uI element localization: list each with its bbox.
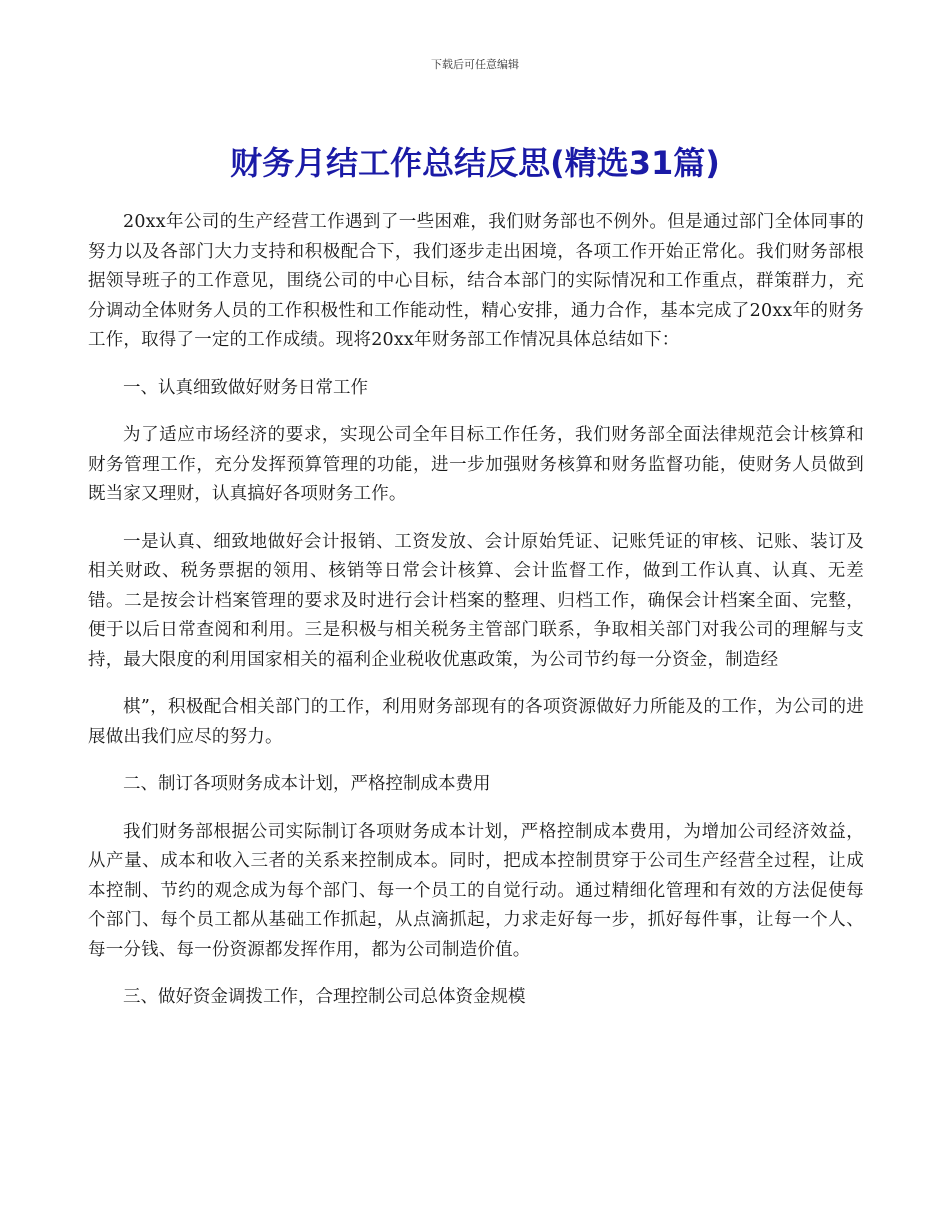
document-body [88, 208, 864, 1031]
paragraph-section-1-continued: 棋”，积极配合相关部门的工作，利用财务部现有的各项资源做好力所能及的工作，为公司的进展做出我们应尽的努力。 [88, 697, 864, 747]
paragraph-section-2: 我们财务部根据公司实际制订各项财务成本计划，严格控制成本费用，为增加公司经济效益，从产量、成本和收入三者的关系来控制成本。同时，把成本控制贯穿于公司生产经营全过程，让成本控制、节约的观念成为每个部门、每一个员工的自觉行动。通过精细化管理和有效的方法促使每个部门、每个员工都从基础工作抓起，从点滴抓起，力求走好每一步，抓好每件事，让每一个人、每一分钱、每一份资源都发挥作用，都为公司制造价值。 [88, 821, 864, 960]
document-title: 财务月结工作总结反思(精选31篇) [230, 144, 720, 182]
paragraph-section-1-details: 一是认真、细致地做好会计报销、工资发放、会计原始凭证、记账凭证的审核、记账、装订及相关财政、税务票据的领用、核销等日常会计核算、会计监督工作，做到工作认真、认真、无差错。二是按会计档案管理的要求及时进行会计档案的整理、归档工作，确保会计档案全面、完整，便于以后日常查阅和利用。三是积极与相关税务主管部门联系，争取相关部门对我公司的理解与支持，最大限度的利用国家相关的福利企业税收优惠政策，为公司节约每一分资金，制造经 [88, 531, 864, 670]
paragraph-intro: 20xx年公司的生产经营工作遇到了一些困难，我们财务部也不例外。但是通过部门全体同事的努力以及各部门大力支持和积极配合下，我们逐步走出困境，各项工作开始正常化。我们财务部根据领导班子的工作意见，围绕公司的中心目标，结合本部门的实际情况和工作重点，群策群力，充分调动全体财务人员的工作积极性和工作能动性，精心安排，通力合作，基本完成了20xx年的财务工作，取得了一定的工作成绩。现将20xx年财务部工作情况具体总结如下： [88, 212, 864, 350]
section-heading-1: 一、认真细致做好财务日常工作 [123, 377, 368, 398]
section-heading-2: 二、制订各项财务成本计划，严格控制成本费用 [123, 774, 491, 794]
page-header-note: 下载后可任意编辑 [431, 58, 519, 71]
section-heading-3: 三、做好资金调拨工作，合理控制公司总体资金规模 [123, 987, 526, 1007]
paragraph-section-1-intro: 为了适应市场经济的要求，实现公司全年目标工作任务，我们财务部全面法律规范会计核算和财务管理工作，充分发挥预算管理的功能，进一步加强财务核算和财务监督功能，使财务人员做到既当家又理财，认真搞好各项财务工作。 [88, 425, 864, 504]
